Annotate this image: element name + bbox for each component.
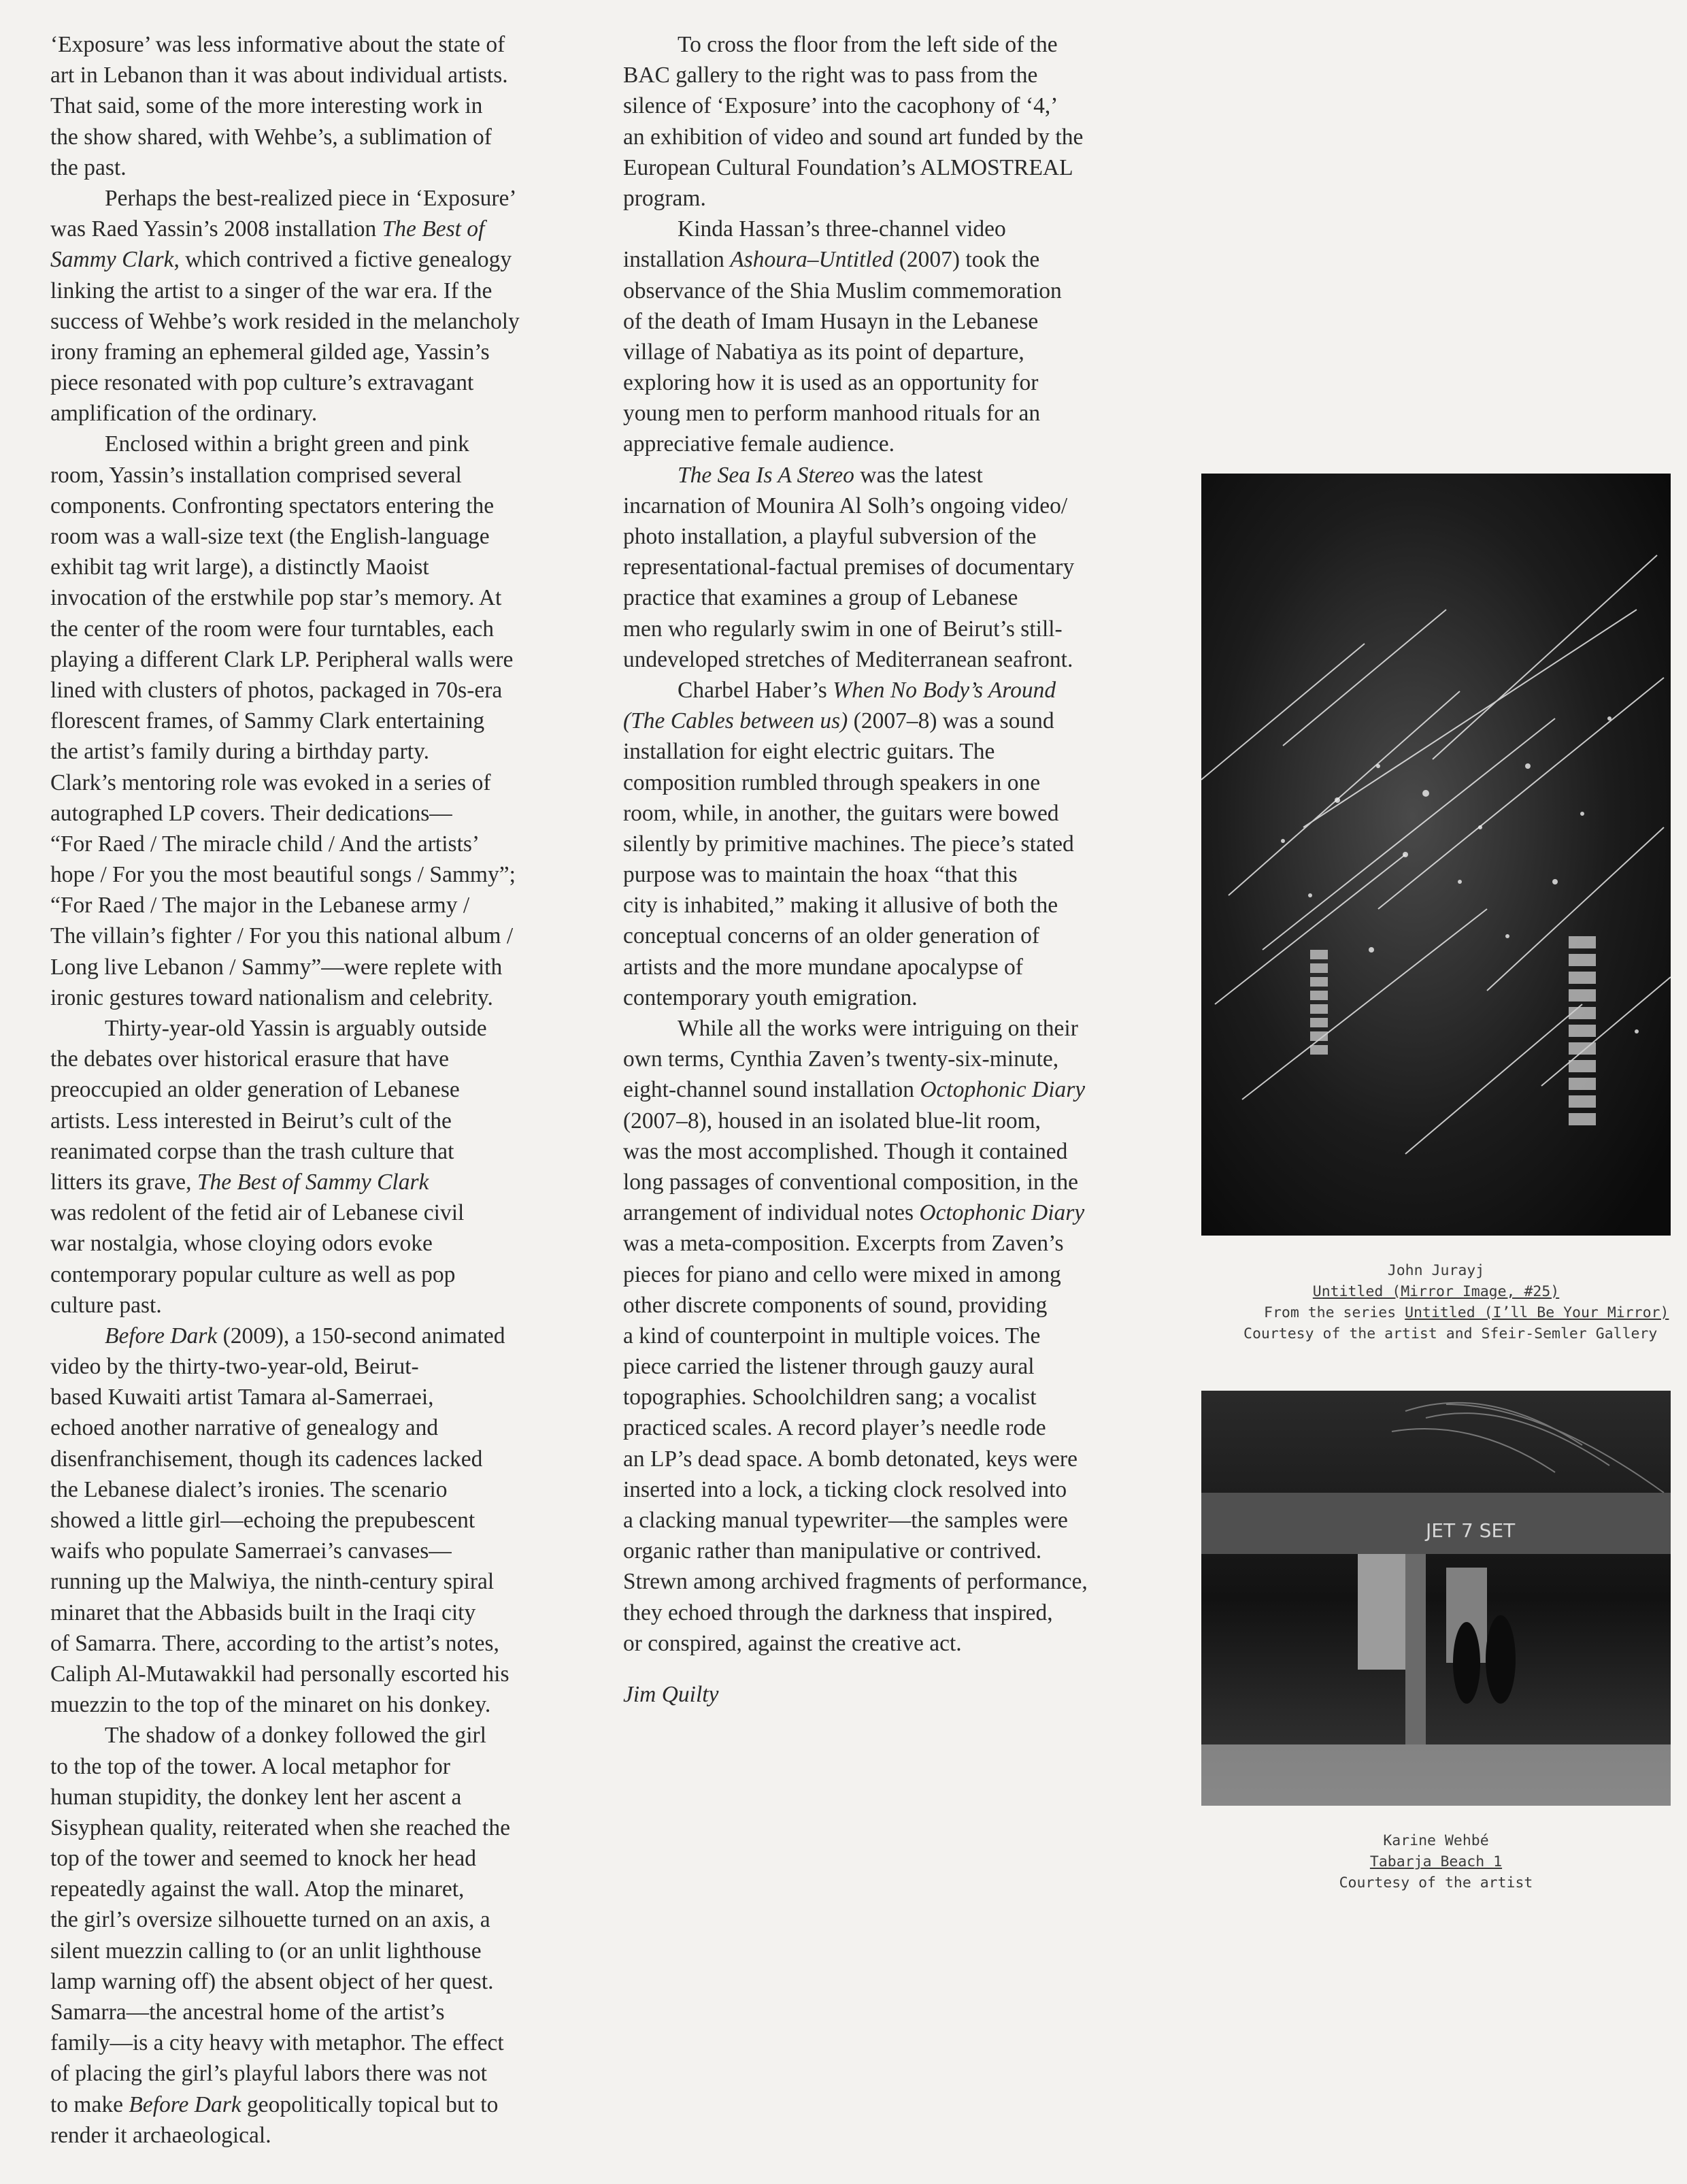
caption-title: Tabarja Beach 1: [1369, 1853, 1503, 1870]
text-line: [623, 1382, 1195, 1412]
text-run: an exhibition of video and sound art funded by the: [623, 124, 1084, 150]
text-run: installation: [623, 247, 731, 273]
text-run: family—is a city heavy with metaphor. The effect: [50, 2030, 504, 2056]
text-run: the center of the room were four turntables, each: [50, 616, 495, 642]
text-line: [50, 859, 622, 890]
text-line: [50, 1782, 622, 1813]
text-run: preoccupied an older generation of Lebanese: [50, 1077, 460, 1103]
text-run: amplification of the ordinary.: [50, 401, 318, 427]
text-line: [50, 614, 622, 644]
text-run: The shadow of a donkey followed the girl: [105, 1723, 486, 1749]
text-run: exploring how it is used as an opportunity for: [623, 370, 1039, 396]
text-run: of placing the girl’s playful labors there was not: [50, 2061, 487, 2087]
text-line: [50, 2058, 622, 2089]
text-line: [50, 552, 622, 582]
text-line: [623, 1259, 1195, 1290]
text-run: Clark’s mentoring role was evoked in a series of: [50, 770, 491, 795]
text-run: silence of ‘Exposure’ into the cacophony of ‘4,’: [623, 93, 1058, 119]
text-run: young men to perform manhood rituals for an: [623, 401, 1041, 427]
text-line: [50, 1382, 622, 1412]
text-line: [50, 90, 622, 121]
text-run: disenfranchisement, though its cadences lacked: [50, 1446, 483, 1472]
text-line: [50, 1997, 622, 2028]
text-run: (2007–8) was a sound: [848, 708, 1054, 734]
text-run: running up the Malwiya, the ninth-century spiral: [50, 1569, 495, 1595]
text-line: [623, 890, 1195, 921]
text-run: village of Nabatiya as its point of departure,: [623, 339, 1024, 365]
text-run: (2009), a 150-second animated: [217, 1323, 505, 1349]
text-run: While all the works were intriguing on their: [678, 1016, 1078, 1041]
text-run: or conspired, against the creative act.: [623, 1630, 962, 1656]
text-run: topographies. Schoolchildren sang; a vocalist: [623, 1385, 1037, 1410]
text-run: long passages of conventional composition, in the: [623, 1169, 1078, 1195]
text-line: [623, 982, 1195, 1013]
text-line: [623, 122, 1195, 152]
text-line: [50, 1474, 622, 1505]
text-line: [50, 890, 622, 921]
text-run: artists. Less interested in Beirut’s cult of the: [50, 1108, 452, 1134]
text-run: eight-channel sound installation: [623, 1077, 920, 1103]
article-column-middle: [623, 29, 1195, 1710]
text-line: [50, 152, 622, 183]
text-run: human stupidity, the donkey lent her ascent a: [50, 1784, 462, 1810]
text-run: was a meta-composition. Excerpts from Zaven’s: [623, 1231, 1064, 1257]
text-line: [623, 1566, 1195, 1597]
text-line: [50, 1874, 622, 1904]
text-run: florescent frames, of Sammy Clark entertaining: [50, 708, 485, 734]
text-run: a clacking manual typewriter—the samples were: [623, 1508, 1068, 1533]
byline: Jim Quilty: [623, 1681, 719, 1707]
text-run: was the most accomplished. Though it contained: [623, 1138, 1068, 1164]
text-line: [50, 1628, 622, 1659]
text-run: (2007–8), housed in an isolated blue-lit room,: [623, 1108, 1041, 1134]
text-line: [50, 367, 622, 398]
text-run: geopolitically topical but to: [241, 2091, 499, 2117]
text-line: [50, 2028, 622, 2058]
text-line: [50, 798, 622, 829]
text-line: [50, 952, 622, 982]
text-run: playing a different Clark LP. Peripheral walls were: [50, 646, 514, 672]
text-line: [50, 398, 622, 429]
text-line: [623, 244, 1195, 275]
text-run: silent muezzin calling to (or an unlit lighthouse: [50, 1938, 482, 1964]
text-run: “For Raed / The major in the Lebanese army /: [50, 893, 470, 919]
text-line: [50, 582, 622, 613]
text-line: [623, 337, 1195, 367]
text-line: [623, 736, 1195, 767]
text-line: [623, 306, 1195, 337]
text-line: [623, 152, 1195, 183]
text-line: [623, 829, 1195, 859]
text-run: Perhaps the best-realized piece in ‘Exposure’: [105, 185, 517, 211]
text-line: [50, 1013, 622, 1044]
text-run: organic rather than manipulative or contrived.: [623, 1538, 1042, 1564]
text-line: [50, 214, 622, 244]
text-line: [623, 214, 1195, 244]
artwork-title: Sammy Clark: [50, 247, 174, 273]
text-line: [50, 1167, 622, 1197]
text-run: lined with clusters of photos, packaged in 70s-era: [50, 677, 503, 703]
text-run: exhibit tag writ large), a distinctly Maoist: [50, 555, 429, 580]
text-line: [623, 1197, 1195, 1228]
text-run: render it archaeological.: [50, 2122, 271, 2148]
text-line: [623, 1136, 1195, 1167]
text-line: [623, 60, 1195, 90]
text-line: [50, 1228, 622, 1259]
text-line: [50, 122, 622, 152]
text-run: undeveloped stretches of Mediterranean seafront.: [623, 646, 1073, 672]
text-run: To cross the floor from the left side of the: [678, 32, 1058, 57]
text-run: Strewn among archived fragments of performance,: [623, 1569, 1088, 1595]
text-line: [50, 767, 622, 798]
text-run: city is inhabited,” making it allusive of both the: [623, 893, 1058, 919]
text-run: incarnation of Mounira Al Solh’s ongoing video/: [623, 493, 1068, 518]
text-line: [623, 1536, 1195, 1566]
text-line: [623, 1444, 1195, 1474]
text-line: [623, 767, 1195, 798]
text-run: hope / For you the most beautiful songs / Sammy”;: [50, 862, 516, 888]
text-line: [50, 1843, 622, 1874]
text-run: practice that examines a group of Lebanese: [623, 585, 1018, 611]
text-run: Enclosed within a bright green and pink: [105, 431, 469, 457]
artwork-title: The Best of: [382, 216, 485, 242]
text-line: [623, 1321, 1195, 1351]
text-line: [50, 1290, 622, 1321]
text-line: [623, 29, 1195, 60]
text-run: echoed another narrative of genealogy and: [50, 1415, 439, 1441]
text-line: [50, 1505, 622, 1536]
text-run: litters its grave,: [50, 1169, 197, 1195]
text-run: photo installation, a playful subversion of the: [623, 524, 1037, 549]
text-run: Caliph Al-Mutawakkil had personally escorted his: [50, 1661, 510, 1687]
text-run: That said, some of the more interesting work in: [50, 93, 483, 119]
text-line: [50, 1259, 622, 1290]
artwork-title: When No Body’s Around: [833, 677, 1056, 703]
text-run: top of the tower and seemed to knock her head: [50, 1846, 477, 1872]
text-run: Samarra—the ancestral home of the artist’s: [50, 2000, 445, 2025]
text-line: [623, 90, 1195, 121]
article-column-left: [50, 29, 622, 2151]
text-line: [623, 1074, 1195, 1105]
artwork-photo-tabarja-beach: [1201, 1391, 1671, 1806]
text-line: [50, 1659, 622, 1689]
text-run: video by the thirty-two-year-old, Beirut-: [50, 1354, 419, 1380]
caption-artist: John Jurayj: [1387, 1262, 1485, 1279]
text-line: [50, 1044, 622, 1074]
text-run: based Kuwaiti artist Tamara al-Samerraei,: [50, 1385, 434, 1410]
text-line: [50, 306, 622, 337]
text-line: [50, 1751, 622, 1782]
text-run: a kind of counterpoint in multiple voices. The: [623, 1323, 1041, 1349]
text-line: [623, 921, 1195, 951]
text-line: [623, 491, 1195, 521]
text-run: Kinda Hassan’s three-channel video: [678, 216, 1006, 242]
text-run: of Samarra. There, according to the artist’s notes,: [50, 1630, 499, 1656]
text-run: was the latest: [854, 462, 983, 488]
text-line: [623, 1013, 1195, 1044]
text-run: installation for eight electric guitars. The: [623, 739, 995, 765]
text-line: [50, 2089, 622, 2120]
artwork-title: The Sea Is A Stereo: [678, 462, 854, 488]
text-line: [623, 614, 1195, 644]
text-run: observance of the Shia Muslim commemoration: [623, 278, 1062, 303]
text-line: [50, 982, 622, 1013]
text-run: arrangement of individual notes: [623, 1200, 920, 1226]
text-line: [50, 1412, 622, 1443]
text-line: [50, 736, 622, 767]
text-run: , which contrived a fictive genealogy: [173, 247, 512, 273]
text-line: [50, 244, 622, 275]
text-line: [50, 183, 622, 214]
text-line: [50, 1074, 622, 1105]
text-line: [50, 429, 622, 459]
caption-series: Untitled (I’ll Be Your Mirror): [1405, 1304, 1669, 1321]
text-line: [623, 183, 1195, 214]
artwork-title: Ashoura–Untitled: [730, 247, 894, 273]
text-run: conceptual concerns of an older generation of: [623, 923, 1040, 949]
text-run: room, Yassin’s installation comprised several: [50, 462, 462, 488]
text-line: [623, 367, 1195, 398]
text-run: contemporary popular culture as well as pop: [50, 1261, 456, 1287]
text-run: purpose was to maintain the hoax “that this: [623, 862, 1018, 888]
text-run: composition rumbled through speakers in one: [623, 770, 1041, 795]
text-line: [50, 2120, 622, 2151]
text-run: “For Raed / The miracle child / And the artists’: [50, 831, 480, 857]
text-run: waifs who populate Samerraei’s canvases—: [50, 1538, 452, 1564]
text-line: [623, 1351, 1195, 1382]
text-line: [50, 1904, 622, 1935]
text-run: contemporary youth emigration.: [623, 985, 918, 1010]
text-line: [50, 921, 622, 951]
text-run: repeatedly against the wall. Atop the minaret,: [50, 1876, 465, 1902]
text-line: [50, 1966, 622, 1997]
text-run: components. Confronting spectators entering the: [50, 493, 495, 518]
text-line: [623, 1505, 1195, 1536]
text-line: [50, 1936, 622, 1966]
text-line: [50, 1598, 622, 1628]
text-run: art in Lebanon than it was about individual artists.: [50, 63, 508, 88]
text-line: [50, 1689, 622, 1720]
text-run: Long live Lebanon / Sammy”—were replete with: [50, 954, 503, 980]
photo-caption-mirror-image: [1201, 1260, 1671, 1344]
text-run: was redolent of the fetid air of Lebanese civil: [50, 1200, 465, 1226]
text-line: [623, 1290, 1195, 1321]
text-line: [50, 1197, 622, 1228]
text-run: European Cultural Foundation’s ALMOSTREAL: [623, 154, 1073, 180]
text-run: minaret that the Abbasids built in the Iraqi city: [50, 1600, 476, 1625]
text-run: artists and the more mundane apocalypse of: [623, 954, 1023, 980]
text-line: [623, 1412, 1195, 1443]
text-line: [50, 706, 622, 736]
text-line: [623, 1628, 1195, 1659]
text-line: [50, 491, 622, 521]
text-run: the artist’s family during a birthday party.: [50, 739, 429, 765]
text-line: [50, 829, 622, 859]
artwork-title: Before Dark: [129, 2091, 241, 2117]
text-line: [50, 1106, 622, 1136]
text-run: appreciative female audience.: [623, 431, 895, 457]
text-run: the debates over historical erasure that have: [50, 1046, 449, 1072]
text-line: [623, 859, 1195, 890]
text-line: [623, 952, 1195, 982]
text-run: autographed LP covers. Their dedications—: [50, 800, 452, 826]
text-line: [623, 1228, 1195, 1259]
text-run: showed a little girl—echoing the prepubescent: [50, 1508, 475, 1533]
text-run: invocation of the erstwhile pop star’s memory. At: [50, 585, 502, 611]
text-run: success of Wehbe’s work resided in the melancholy: [50, 308, 520, 334]
caption-credit: Courtesy of the artist and Sfeir-Semler Gallery: [1243, 1325, 1658, 1342]
text-line: [623, 552, 1195, 582]
text-run: Charbel Haber’s: [678, 677, 833, 703]
caption-artist: Karine Wehbé: [1383, 1832, 1489, 1849]
text-run: the Lebanese dialect’s ironies. The scenario: [50, 1476, 448, 1502]
text-line: [50, 1444, 622, 1474]
text-run: culture past.: [50, 1292, 162, 1318]
artwork-photo-mirror-image: [1201, 474, 1671, 1236]
text-line: [50, 1720, 622, 1751]
caption-series-prefix: From the series: [1264, 1304, 1405, 1321]
text-run: program.: [623, 185, 706, 211]
text-line: [623, 1598, 1195, 1628]
text-line: [50, 1536, 622, 1566]
text-run: irony framing an ephemeral gilded age, Yassin’s: [50, 339, 490, 365]
text-run: reanimated corpse than the trash culture that: [50, 1138, 454, 1164]
text-line: [50, 521, 622, 552]
text-run: inserted into a lock, a ticking clock resolved into: [623, 1476, 1067, 1502]
text-run: to the top of the tower. A local metaphor for: [50, 1753, 450, 1779]
text-line: [50, 1813, 622, 1843]
text-run: ‘Exposure’ was less informative about the state of: [50, 32, 505, 57]
caption-title: Untitled (Mirror Image, #25): [1312, 1283, 1560, 1300]
text-run: an LP’s dead space. A bomb detonated, keys were: [623, 1446, 1078, 1472]
text-run: (2007) took the: [893, 247, 1040, 273]
text-run: BAC gallery to the right was to pass from the: [623, 63, 1038, 88]
text-line: [623, 798, 1195, 829]
text-line: [623, 644, 1195, 675]
text-run: the past.: [50, 154, 127, 180]
text-run: representational-factual premises of documentary: [623, 555, 1075, 580]
text-line: [50, 644, 622, 675]
text-run: of the death of Imam Husayn in the Lebanese: [623, 308, 1039, 334]
text-run: muezzin to the top of the minaret on his donkey.: [50, 1692, 491, 1718]
caption-credit: Courtesy of the artist: [1339, 1874, 1533, 1891]
text-run: lamp warning off) the absent object of her quest.: [50, 1968, 494, 1994]
artwork-title: (The Cables between us): [623, 708, 848, 734]
text-line: [623, 1474, 1195, 1505]
text-run: to make: [50, 2091, 129, 2117]
artwork-title: Octophonic Diary: [919, 1200, 1085, 1226]
text-run: other discrete components of sound, providing: [623, 1292, 1048, 1318]
text-run: room was a wall-size text (the English-language: [50, 524, 490, 549]
text-line: [50, 276, 622, 306]
text-run: linking the artist to a singer of the war era. If the: [50, 278, 492, 303]
text-run: room, while, in another, the guitars were bowed: [623, 800, 1059, 826]
text-run: men who regularly swim in one of Beirut’s still-: [623, 616, 1063, 642]
text-line: [50, 1136, 622, 1167]
text-run: own terms, Cynthia Zaven’s twenty-six-minute,: [623, 1046, 1059, 1072]
text-line: [623, 582, 1195, 613]
text-run: piece carried the listener through gauzy aural: [623, 1354, 1035, 1380]
jet-set-sign: JET 7 SET: [1426, 1519, 1516, 1542]
text-line: [623, 460, 1195, 491]
artwork-title: Before Dark: [105, 1323, 218, 1349]
artwork-title: Octophonic Diary: [920, 1077, 1086, 1103]
text-line: [50, 1351, 622, 1382]
text-run: ironic gestures toward nationalism and celebrity.: [50, 985, 493, 1010]
text-line: [623, 521, 1195, 552]
artwork-title: The Best of Sammy Clark: [197, 1169, 429, 1195]
text-run: piece resonated with pop culture’s extravagant: [50, 370, 474, 396]
text-line: [50, 60, 622, 90]
text-run: the show shared, with Wehbe’s, a sublimation of: [50, 124, 492, 150]
text-line: [623, 1044, 1195, 1074]
text-run: the girl’s oversize silhouette turned on an axis, a: [50, 1907, 490, 1933]
text-line: [50, 337, 622, 367]
text-line: [623, 706, 1195, 736]
text-run: silently by primitive machines. The piece’s stated: [623, 831, 1074, 857]
text-line: [50, 460, 622, 491]
text-run: they echoed through the darkness that inspired,: [623, 1600, 1053, 1625]
text-run: was Raed Yassin’s 2008 installation: [50, 216, 382, 242]
text-line: [50, 1566, 622, 1597]
text-run: war nostalgia, whose cloying odors evoke: [50, 1231, 433, 1257]
photo-caption-tabarja-beach: [1201, 1830, 1671, 1893]
text-line: [623, 675, 1195, 706]
text-line: [50, 29, 622, 60]
text-line: [623, 1167, 1195, 1197]
text-run: practiced scales. A record player’s needle rode: [623, 1415, 1046, 1441]
text-line: [50, 1321, 622, 1351]
text-run: Thirty-year-old Yassin is arguably outside: [105, 1016, 487, 1041]
mirror-image-artwork: [1201, 474, 1671, 1236]
tabarja-beach-artwork: [1201, 1391, 1671, 1806]
text-line: [623, 398, 1195, 429]
text-run: The villain’s fighter / For you this national album /: [50, 923, 514, 949]
text-run: pieces for piano and cello were mixed in among: [623, 1261, 1061, 1287]
text-line: [623, 276, 1195, 306]
text-line: [50, 675, 622, 706]
text-run: Sisyphean quality, reiterated when she reached the: [50, 1815, 510, 1840]
text-line: [623, 1106, 1195, 1136]
text-line: [623, 429, 1195, 459]
